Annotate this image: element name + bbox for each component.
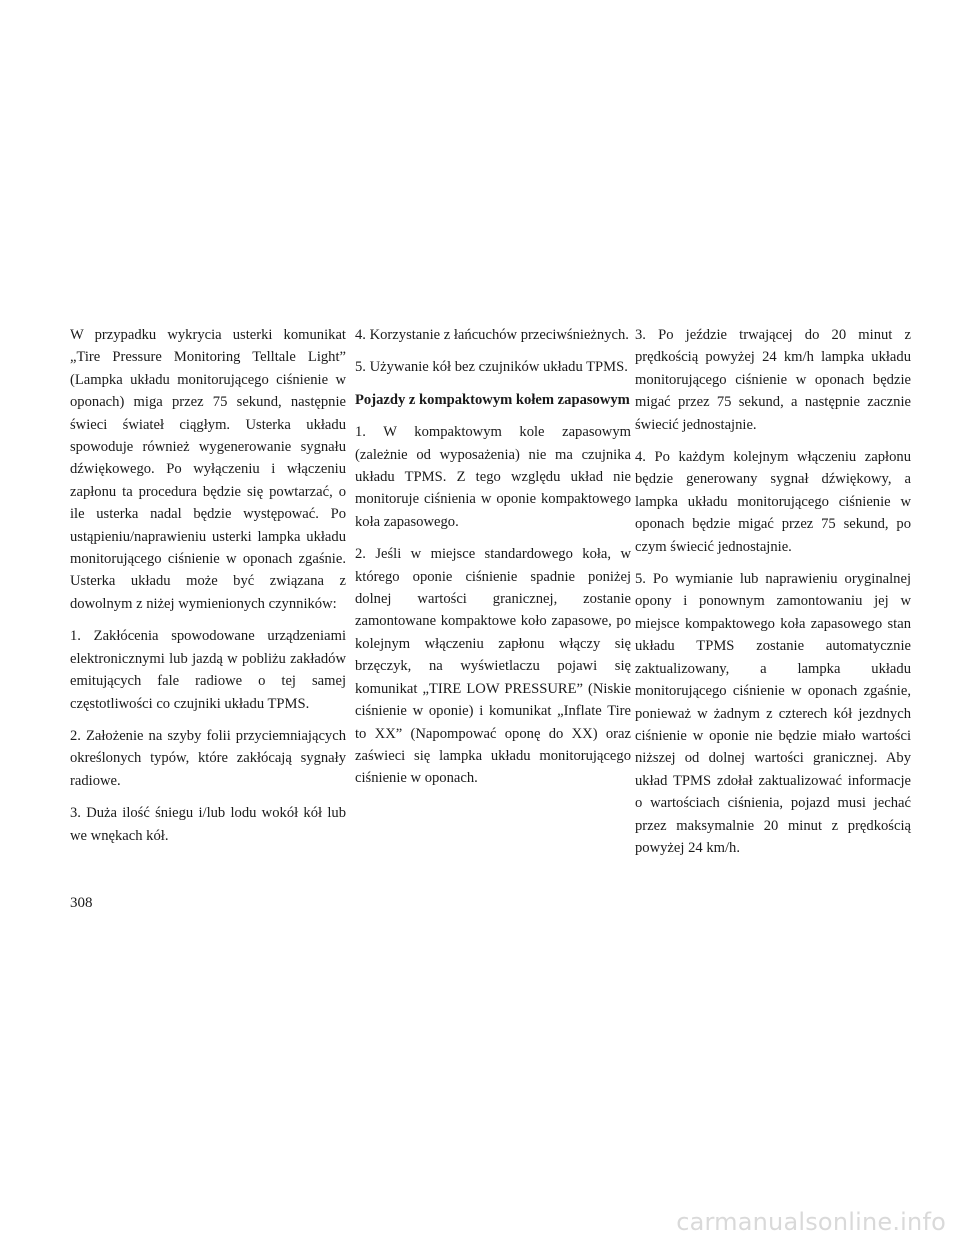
list-item: 3. Duża ilość śniegu i/lub lodu wokół kół lub we wnękach kół. bbox=[70, 805, 346, 844]
text-column-2 bbox=[355, 324, 631, 800]
list-item: 5. Używanie kół bez czujników układu TPMS. bbox=[355, 359, 628, 376]
list-item: 1. W kompaktowym kole zapasowym (zależnie od wyposażenia) nie ma czujnika układu TPMS. Z tego względu układ nie monitoruje ciśnienia w oponie kompaktowego koła zapasowego. bbox=[355, 424, 631, 530]
section-heading: Pojazdy z kompaktowym kołem zapasowym bbox=[355, 391, 630, 408]
list-item: 2. Założenie na szyby folii przyciemniających określonych typów, które zakłócają sygnały radiowe. bbox=[70, 727, 346, 789]
list-item: 4. Po każdym kolejnym włączeniu zapłonu będzie generowany sygnał dźwiękowy, a lampka układu monitorującego ciśnienie w oponach będzie migać przez 75 sekund, po czym świecić jednostajnie. bbox=[635, 449, 911, 555]
text-column-3 bbox=[635, 324, 911, 869]
list-item: 3. Po jeździe trwającej do 20 minut z prędkością powyżej 24 km/h lampka układu monitorującego ciśnienie w oponach będzie migać przez 75 sekund, a następnie zacznie świecić jednostajnie. bbox=[635, 327, 911, 433]
list-item: 5. Po wymianie lub naprawieniu oryginalnej opony i ponownym zamontowaniu jej w miejsce kompaktowego koła zapasowego stan układu TPMS zostanie automatycznie zaktualizowany, a lampka układu monitorującego ciśnienie w oponach zgaśnie, ponieważ w żadnym z czterech kół jezdnych ciśnienie w oponie nie będzie miało wartości niższej od dolnej wartości granicznej. Aby układ TPMS zdołał zaktualizować informacje o wartościach ciśnienia, pojazd musi jechać przez maksymalnie 20 minut z prędkością powyżej 24 km/h. bbox=[635, 571, 911, 856]
paragraph: W przypadku wykrycia usterki komunikat „Tire Pressure Monitoring Telltale Light” (Lampka układu monitorującego ciśnienie w oponach) miga przez 75 sekund, następnie świeci świateł ciągłym. Usterka układu spowoduje również wygenerowanie sygnału dźwiękowego. Po wyłączeniu i włączeniu zapłonu ta procedura będzie się powtarzać, o ile usterka nadal będzie występować. Po ustąpieniu/naprawieniu usterki lampka układu monitorującego ciśnienie w oponach zgaśnie. Usterka układu może być związana z dowolnym z niżej wymienionych czynników: bbox=[70, 327, 346, 612]
list-item: 1. Zakłócenia spowodowane urządzeniami elektronicznymi lub jazdą w pobliżu zakładów emitujących fale radiowe o tej samej częstotliwości co czujniki układu TPMS. bbox=[70, 628, 346, 712]
list-item: 2. Jeśli w miejsce standardowego koła, w którego oponie ciśnienie spadnie poniżej dolnej wartości granicznej, zostanie zamontowane kompaktowe koło zapasowe, po kolejnym włączeniu zapłonu włączy się brzęczyk, na wyświetlaczu pojawi się komunikat „TIRE LOW PRESSURE” (Niskie ciśnienie w oponie) i komunikat „Inflate Tire to XX” (Napompować oponę do XX) oraz zaświeci się lampka układu monitorującego ciśnienie w oponach. bbox=[355, 546, 631, 787]
list-item: 4. Korzystanie z łańcuchów przeciwśnieżnych. bbox=[355, 327, 629, 343]
watermark: carmanualsonline.info bbox=[676, 1208, 946, 1236]
page-number: 308 bbox=[70, 895, 93, 911]
text-column-1 bbox=[70, 324, 346, 857]
